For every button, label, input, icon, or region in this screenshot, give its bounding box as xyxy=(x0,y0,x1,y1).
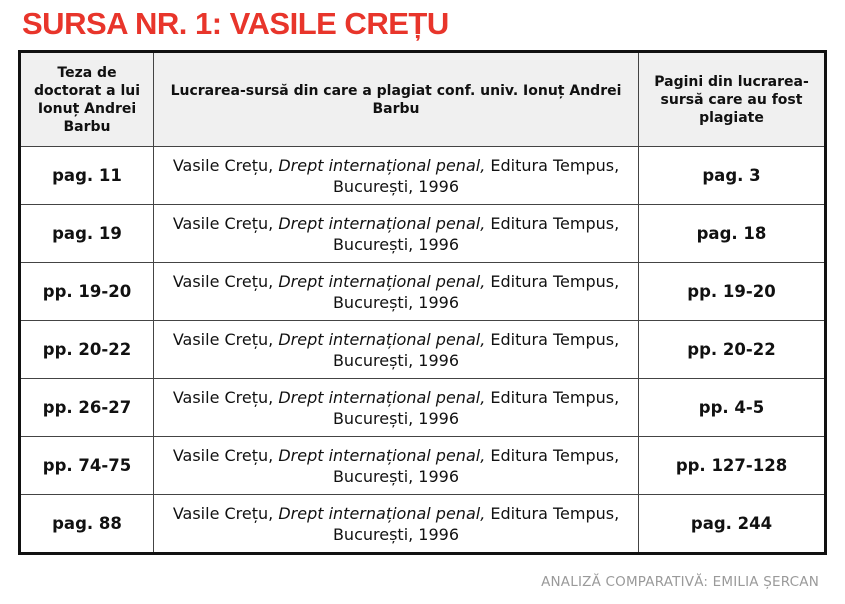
citation-author: Vasile Crețu, xyxy=(172,503,279,523)
header-thesis: Teza de doctorat a lui Ionuț Andrei Barbu xyxy=(20,52,154,147)
citation-work-title: Drept internațional penal, xyxy=(278,387,486,407)
page-title: SURSA NR. 1: VASILE CREȚU xyxy=(22,6,449,41)
thesis-pages: pp. 26-27 xyxy=(20,379,154,437)
thesis-pages: pp. 20-22 xyxy=(20,321,154,379)
citation-work-title: Drept internațional penal, xyxy=(278,155,486,175)
source-pages: pp. 127-128 xyxy=(639,437,826,495)
source-pages: pp. 19-20 xyxy=(639,263,826,321)
thesis-pages: pag. 88 xyxy=(20,495,154,554)
source-pages: pp. 4-5 xyxy=(639,379,826,437)
thesis-pages: pag. 19 xyxy=(20,205,154,263)
table-row xyxy=(20,205,826,263)
citation-publisher: Editura Tempus, București, 1996 xyxy=(332,387,620,428)
header-source-pages: Pagini din lucrarea-sursă care au fost plagiate xyxy=(639,52,826,147)
thesis-pages: pag. 11 xyxy=(20,147,154,205)
comparison-table xyxy=(18,50,827,555)
table-row xyxy=(20,495,826,554)
citation-work-title: Drept internațional penal, xyxy=(278,503,486,523)
citation-publisher: Editura Tempus, București, 1996 xyxy=(332,329,620,370)
citation-author: Vasile Crețu, xyxy=(172,445,279,465)
source-pages: pag. 244 xyxy=(639,495,826,554)
citation-work-title: Drept internațional penal, xyxy=(278,329,486,349)
citation-author: Vasile Crețu, xyxy=(172,271,279,291)
citation-author: Vasile Crețu, xyxy=(172,213,279,233)
table-row xyxy=(20,321,826,379)
source-pages: pag. 18 xyxy=(639,205,826,263)
source-citation xyxy=(154,147,639,205)
source-citation xyxy=(154,263,639,321)
citation-work-title: Drept internațional penal, xyxy=(278,271,486,291)
thesis-pages: pp. 19-20 xyxy=(20,263,154,321)
citation-author: Vasile Crețu, xyxy=(172,155,279,175)
source-pages: pag. 3 xyxy=(639,147,826,205)
citation-publisher: Editura Tempus, București, 1996 xyxy=(332,271,620,312)
source-pages: pp. 20-22 xyxy=(639,321,826,379)
source-citation xyxy=(154,321,639,379)
header-source-work: Lucrarea-sursă din care a plagiat conf. univ. Ionuț Andrei Barbu xyxy=(154,52,639,147)
source-citation xyxy=(154,379,639,437)
table-row xyxy=(20,263,826,321)
citation-author: Vasile Crețu, xyxy=(172,387,279,407)
citation-work-title: Drept internațional penal, xyxy=(278,445,486,465)
source-citation xyxy=(154,495,639,554)
thesis-pages: pp. 74-75 xyxy=(20,437,154,495)
table-row xyxy=(20,379,826,437)
credit-line: ANALIZĂ COMPARATIVĂ: EMILIA ȘERCAN xyxy=(541,574,819,590)
table-row xyxy=(20,147,826,205)
citation-author: Vasile Crețu, xyxy=(172,329,279,349)
table-row xyxy=(20,437,826,495)
table-header-row xyxy=(20,52,826,147)
citation-publisher: Editura Tempus, București, 1996 xyxy=(332,213,620,254)
source-citation xyxy=(154,437,639,495)
citation-publisher: Editura Tempus, București, 1996 xyxy=(332,445,620,486)
source-citation xyxy=(154,205,639,263)
citation-publisher: Editura Tempus, București, 1996 xyxy=(332,155,620,196)
citation-publisher: Editura Tempus, București, 1996 xyxy=(332,503,620,544)
citation-work-title: Drept internațional penal, xyxy=(278,213,486,233)
